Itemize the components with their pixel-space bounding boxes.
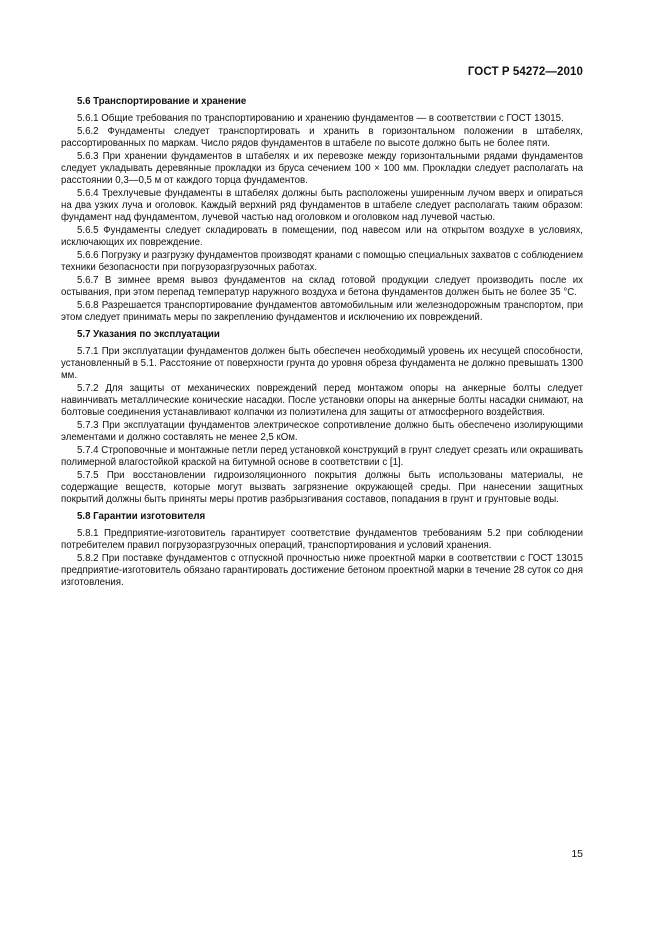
paragraph: 5.6.5 Фундаменты следует складировать в помещении, под навесом или на открытом воздухе в условиях, исключающих их повреждение.: [61, 225, 583, 248]
standard-code: ГОСТ Р 54272—2010: [467, 66, 583, 78]
paragraph: 5.6.3 При хранении фундаментов в штабелях и их перевозке между горизонтальными рядами фундаментов следует укладывать деревянные прокладки из бруса сечением 100 × 100 мм. Прокладки следует располагать на расстоянии 0,3—0,5 м от каждого торца фундаментов.: [61, 151, 583, 186]
paragraph: 5.7.5 При восстановлении гидроизоляционного покрытия должны быть использованы материалы, не содержащие веществ, которые могут вызвать загрязнение окружающей среды. При нанесении защитных покрытий должны быть приняты меры против разбрызгивания составов, попадания в грунт и грунтовые воды.: [61, 470, 583, 505]
paragraph: 5.7.4 Строповочные и монтажные петли перед установкой конструкций в грунт следует срезать или окрашивать полимерной влагостойкой краской на битумной основе в соответствии с [1].: [61, 445, 583, 468]
paragraph: 5.7.3 При эксплуатации фундаментов электрическое сопротивление должно быть обеспечено изолирующими элементами и должно составлять не менее 2,5 кОм.: [61, 420, 583, 443]
paragraph: 5.7.2 Для защиты от механических повреждений перед монтажом опоры на анкерные болты следует навинчивать металлические конические насадки. После установки опоры на анкерные болты насадки снимают, на болтовые соединения устанавливают колпачки из полиэтилена для защиты от атмосферного воздействия.: [61, 383, 583, 418]
section-heading: 5.6 Транспортирование и хранение: [77, 96, 247, 107]
paragraph: 5.6.2 Фундаменты следует транспортировать и хранить в горизонтальном положении в штабелях, рассортированных по маркам. Число рядов фундаментов в штабеле по высоте должно быть не более пяти.: [61, 126, 583, 149]
section-operation-instructions: [61, 329, 583, 506]
paragraph: 5.6.1 Общие требования по транспортированию и хранению фундаментов — в соответствии с ГОСТ 13015.: [77, 113, 564, 124]
paragraph: 5.6.7 В зимнее время вывоз фундаментов на склад готовой продукции следует производить после их остывания, при этом перепад температур наружного воздуха и бетона фундаментов должен быть не более 35 °С.: [61, 275, 583, 298]
section-manufacturer-warranty: [61, 511, 583, 589]
page-number: 15: [571, 848, 583, 860]
paragraph: 5.6.4 Трехлучевые фундаменты в штабелях должны быть расположены уширенным лучом вверх и опираться на два узких луча и оголовок. Каждый верхний ряд фундаментов в штабеле следует располагать таким образом: фундамент над фундаментом, лучевой частью над оголовком и оголовком над лучевой частью.: [61, 188, 583, 223]
paragraph: 5.6.6 Погрузку и разгрузку фундаментов производят кранами с помощью специальных захватов с соблюдением техники безопасности при погрузоразгрузочных работах.: [61, 250, 583, 273]
paragraph: 5.8.2 При поставке фундаментов с отпускной прочностью ниже проектной марки в соответствии с ГОСТ 13015 предприятие-изготовитель обязано гарантировать достижение бетоном проектной марки в течение 28 суток со дня изготовления.: [61, 553, 583, 588]
paragraph: 5.6.8 Разрешается транспортирование фундаментов автомобильным или железнодорожным транспортом, при этом следует принимать меры по закреплению фундаментов и исключению их повреждений.: [61, 300, 583, 323]
section-heading: 5.8 Гарантии изготовителя: [77, 511, 206, 522]
document-body: [61, 94, 583, 594]
paragraph: 5.8.1 Предприятие-изготовитель гарантирует соответствие фундаментов требованиям 5.2 при соблюдении потребителем правил погрузоразгрузочных операций, транспортирования и условий хранения.: [61, 528, 583, 551]
paragraph: 5.7.1 При эксплуатации фундаментов должен быть обеспечен необходимый уровень их несущей способности, установленный в 5.1. Расстояние от поверхности грунта до уровня обреза фундамента не должно превышать 1300 мм.: [61, 346, 583, 381]
section-transport-storage: [61, 96, 583, 324]
section-heading: 5.7 Указания по эксплуатации: [77, 329, 220, 340]
